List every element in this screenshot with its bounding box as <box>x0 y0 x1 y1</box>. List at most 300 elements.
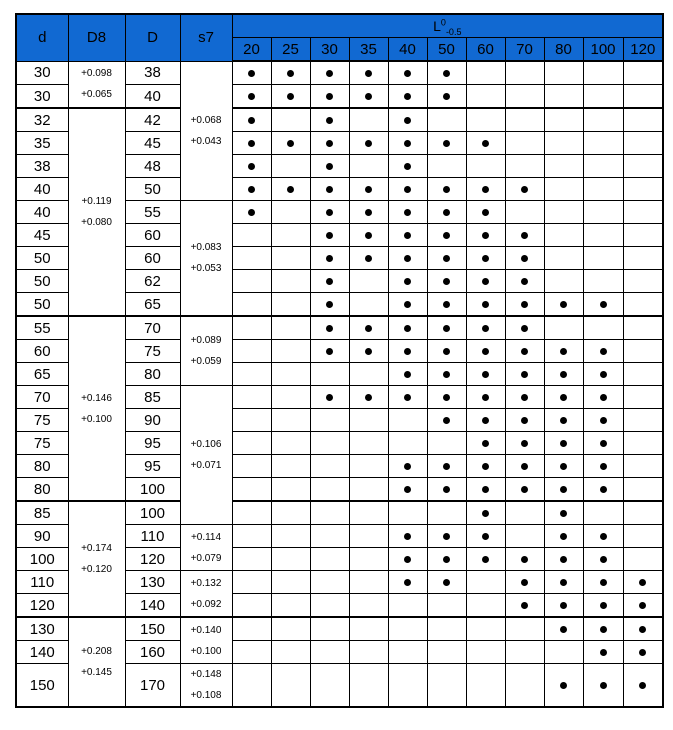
availability-cell <box>583 293 623 317</box>
dot-marker <box>600 533 607 540</box>
availability-cell <box>310 617 349 641</box>
availability-cell <box>544 108 583 132</box>
dot-marker <box>443 140 450 147</box>
availability-cell <box>583 455 623 478</box>
length-value: 50 <box>427 38 466 62</box>
availability-cell <box>505 386 544 409</box>
dot-marker <box>326 232 333 239</box>
availability-cell <box>583 247 623 270</box>
availability-cell <box>349 501 388 525</box>
availability-cell <box>466 363 505 386</box>
availability-cell <box>271 201 310 224</box>
length-symbol: L <box>433 18 441 34</box>
availability-cell <box>310 501 349 525</box>
availability-cell <box>349 664 388 708</box>
availability-cell <box>623 594 663 618</box>
availability-cell <box>310 201 349 224</box>
tolerance-upper: +0.148 <box>190 669 222 680</box>
d-value-cell: 30 <box>16 61 68 85</box>
availability-cell <box>505 340 544 363</box>
availability-cell <box>505 316 544 340</box>
availability-cell <box>349 85 388 109</box>
dot-marker <box>482 325 489 332</box>
D-value-cell: 70 <box>125 316 180 340</box>
tolerance-lower: +0.100 <box>190 645 222 657</box>
dot-marker <box>560 626 567 633</box>
availability-cell <box>232 501 271 525</box>
availability-cell <box>544 548 583 571</box>
dot-marker <box>365 325 372 332</box>
availability-cell <box>232 525 271 548</box>
availability-cell <box>388 548 427 571</box>
availability-cell <box>544 617 583 641</box>
availability-cell <box>544 61 583 85</box>
dot-marker <box>600 649 607 656</box>
dot-marker <box>560 486 567 493</box>
availability-cell <box>583 525 623 548</box>
dot-marker <box>600 463 607 470</box>
availability-cell <box>271 432 310 455</box>
D-value-cell: 60 <box>125 247 180 270</box>
d-value-cell: 120 <box>16 594 68 618</box>
availability-cell <box>310 316 349 340</box>
availability-cell <box>623 61 663 85</box>
availability-cell <box>623 455 663 478</box>
dot-marker <box>560 682 567 689</box>
availability-cell <box>388 386 427 409</box>
availability-cell <box>505 293 544 317</box>
availability-cell <box>232 571 271 594</box>
dot-marker <box>639 602 646 609</box>
availability-cell <box>427 571 466 594</box>
s7-tolerance-cell <box>180 386 232 525</box>
availability-cell <box>271 641 310 664</box>
dot-marker <box>443 209 450 216</box>
availability-cell <box>310 363 349 386</box>
dot-marker <box>560 463 567 470</box>
D-value-cell: 120 <box>125 548 180 571</box>
availability-cell <box>505 224 544 247</box>
dot-marker <box>443 93 450 100</box>
length-value: 80 <box>544 38 583 62</box>
dot-marker <box>482 278 489 285</box>
availability-cell <box>310 594 349 618</box>
availability-cell <box>427 132 466 155</box>
availability-cell <box>466 594 505 618</box>
availability-cell <box>544 478 583 502</box>
availability-cell <box>388 340 427 363</box>
availability-cell <box>544 664 583 708</box>
dot-marker <box>326 186 333 193</box>
availability-cell <box>466 201 505 224</box>
dot-marker <box>365 209 372 216</box>
D-value-cell: 150 <box>125 617 180 641</box>
availability-cell <box>388 108 427 132</box>
availability-cell <box>427 664 466 708</box>
availability-cell <box>271 316 310 340</box>
dot-marker <box>600 440 607 447</box>
availability-cell <box>232 201 271 224</box>
d-value-cell: 75 <box>16 409 68 432</box>
D-value-cell: 160 <box>125 641 180 664</box>
availability-cell <box>544 501 583 525</box>
availability-cell <box>310 178 349 201</box>
availability-cell <box>583 501 623 525</box>
dot-marker <box>600 348 607 355</box>
availability-cell <box>583 340 623 363</box>
tolerance-lower: +0.065 <box>81 89 112 101</box>
availability-cell <box>623 132 663 155</box>
availability-cell <box>544 316 583 340</box>
dot-marker <box>443 348 450 355</box>
dot-marker <box>443 463 450 470</box>
dot-marker <box>326 163 333 170</box>
dot-marker <box>326 394 333 401</box>
availability-cell <box>349 594 388 618</box>
D-value-cell: 45 <box>125 132 180 155</box>
dot-marker <box>521 579 528 586</box>
availability-cell <box>388 478 427 502</box>
availability-cell <box>427 247 466 270</box>
length-value: 35 <box>349 38 388 62</box>
availability-cell <box>623 224 663 247</box>
availability-cell <box>232 132 271 155</box>
availability-cell <box>427 409 466 432</box>
availability-cell <box>388 293 427 317</box>
dot-marker <box>560 510 567 517</box>
dot-marker <box>600 394 607 401</box>
availability-cell <box>232 594 271 618</box>
d8-tolerance-cell <box>68 108 125 316</box>
d-value-cell: 100 <box>16 548 68 571</box>
dot-marker <box>248 209 255 216</box>
availability-cell <box>466 525 505 548</box>
availability-cell <box>427 432 466 455</box>
availability-cell <box>466 617 505 641</box>
d8-tolerance-cell <box>68 61 125 108</box>
length-value: 70 <box>505 38 544 62</box>
dot-marker <box>404 301 411 308</box>
availability-cell <box>544 224 583 247</box>
availability-cell <box>583 641 623 664</box>
availability-cell <box>583 132 623 155</box>
D-value-cell: 60 <box>125 224 180 247</box>
availability-cell <box>623 617 663 641</box>
dot-marker <box>560 602 567 609</box>
availability-cell <box>310 571 349 594</box>
availability-cell <box>544 641 583 664</box>
D-value-cell: 85 <box>125 386 180 409</box>
availability-cell <box>466 386 505 409</box>
d-value-cell: 55 <box>16 316 68 340</box>
tolerance-lower: +0.092 <box>190 598 222 610</box>
dot-marker <box>482 533 489 540</box>
availability-cell <box>427 270 466 293</box>
availability-cell <box>349 155 388 178</box>
availability-cell <box>623 247 663 270</box>
availability-cell <box>232 340 271 363</box>
availability-cell <box>623 363 663 386</box>
availability-cell <box>427 478 466 502</box>
availability-cell <box>505 571 544 594</box>
availability-cell <box>232 386 271 409</box>
D-value-cell: 55 <box>125 201 180 224</box>
dot-marker <box>482 140 489 147</box>
availability-cell <box>271 617 310 641</box>
availability-cell <box>623 293 663 317</box>
availability-cell <box>349 363 388 386</box>
dot-marker <box>521 186 528 193</box>
tolerance-lower: +0.100 <box>81 413 112 425</box>
availability-cell <box>623 178 663 201</box>
availability-cell <box>505 155 544 178</box>
d-value-cell: 130 <box>16 617 68 641</box>
tolerance-lower: +0.080 <box>81 217 112 228</box>
tolerance-lower: +0.043 <box>190 135 222 147</box>
dot-marker <box>560 417 567 424</box>
dot-marker <box>248 140 255 147</box>
D-value-cell: 80 <box>125 363 180 386</box>
d-value-cell: 85 <box>16 501 68 525</box>
availability-cell <box>310 61 349 85</box>
availability-cell <box>505 525 544 548</box>
availability-cell <box>505 85 544 109</box>
availability-cell <box>505 455 544 478</box>
dot-marker <box>365 140 372 147</box>
dot-marker <box>482 371 489 378</box>
availability-cell <box>583 432 623 455</box>
availability-cell <box>349 224 388 247</box>
dot-marker <box>521 278 528 285</box>
dot-marker <box>404 163 411 170</box>
d-value-cell: 65 <box>16 363 68 386</box>
dot-marker <box>521 325 528 332</box>
availability-cell <box>466 548 505 571</box>
dot-marker <box>443 556 450 563</box>
d-value-cell: 75 <box>16 432 68 455</box>
availability-cell <box>232 664 271 708</box>
dot-marker <box>560 533 567 540</box>
d-value-cell: 50 <box>16 247 68 270</box>
availability-cell <box>544 247 583 270</box>
dot-marker <box>365 348 372 355</box>
dot-marker <box>482 255 489 262</box>
availability-cell <box>544 432 583 455</box>
availability-cell <box>271 478 310 502</box>
availability-cell <box>544 132 583 155</box>
availability-cell <box>466 224 505 247</box>
availability-cell <box>583 548 623 571</box>
availability-cell <box>466 108 505 132</box>
availability-cell <box>466 61 505 85</box>
length-value: 120 <box>623 38 663 62</box>
tolerance-upper: +0.068 <box>190 114 222 126</box>
dot-marker <box>521 417 528 424</box>
availability-cell <box>271 132 310 155</box>
availability-cell <box>232 293 271 317</box>
length-value: 30 <box>310 38 349 62</box>
availability-cell <box>310 432 349 455</box>
dot-marker <box>443 417 450 424</box>
availability-cell <box>388 594 427 618</box>
availability-cell <box>388 455 427 478</box>
table-row <box>16 501 663 525</box>
dot-marker <box>443 533 450 540</box>
s7-tolerance-cell <box>180 61 232 201</box>
availability-cell <box>466 247 505 270</box>
length-subscript: -0.5 <box>445 26 462 37</box>
dot-marker <box>404 463 411 470</box>
availability-cell <box>505 201 544 224</box>
dot-marker <box>521 255 528 262</box>
availability-cell <box>623 340 663 363</box>
availability-cell <box>466 340 505 363</box>
dot-marker <box>326 348 333 355</box>
availability-cell <box>271 61 310 85</box>
availability-cell <box>310 664 349 708</box>
availability-cell <box>427 61 466 85</box>
availability-cell <box>310 548 349 571</box>
dot-marker <box>248 163 255 170</box>
dot-marker <box>404 371 411 378</box>
availability-cell <box>583 316 623 340</box>
D-value-cell: 40 <box>125 85 180 109</box>
availability-cell <box>232 224 271 247</box>
availability-cell <box>466 641 505 664</box>
dot-marker <box>365 186 372 193</box>
availability-cell <box>427 155 466 178</box>
availability-cell <box>388 247 427 270</box>
availability-cell <box>623 501 663 525</box>
dot-marker <box>560 371 567 378</box>
availability-cell <box>623 478 663 502</box>
dot-marker <box>443 278 450 285</box>
dot-marker <box>326 93 333 100</box>
availability-cell <box>271 340 310 363</box>
availability-cell <box>505 247 544 270</box>
dot-marker <box>443 255 450 262</box>
d-value-cell: 38 <box>16 155 68 178</box>
availability-cell <box>466 455 505 478</box>
availability-cell <box>388 571 427 594</box>
D-value-cell: 62 <box>125 270 180 293</box>
availability-cell <box>310 386 349 409</box>
dot-marker <box>248 70 255 77</box>
availability-cell <box>388 270 427 293</box>
tolerance-lower: +0.053 <box>190 263 222 274</box>
dot-marker <box>560 440 567 447</box>
dot-marker <box>521 348 528 355</box>
availability-cell <box>271 525 310 548</box>
dot-marker <box>404 140 411 147</box>
availability-cell <box>271 386 310 409</box>
dot-marker <box>560 348 567 355</box>
availability-cell <box>505 178 544 201</box>
availability-cell <box>271 247 310 270</box>
availability-cell <box>544 293 583 317</box>
dot-marker <box>560 394 567 401</box>
availability-cell <box>623 85 663 109</box>
d-value-cell: 35 <box>16 132 68 155</box>
availability-cell <box>310 293 349 317</box>
availability-cell <box>271 178 310 201</box>
D-value-cell: 90 <box>125 409 180 432</box>
availability-cell <box>427 178 466 201</box>
dot-marker <box>365 232 372 239</box>
d-value-cell: 60 <box>16 340 68 363</box>
length-superscript: 0 <box>440 17 446 28</box>
availability-cell <box>349 617 388 641</box>
availability-cell <box>388 432 427 455</box>
dot-marker <box>287 70 294 77</box>
dot-marker <box>404 394 411 401</box>
dot-marker <box>326 301 333 308</box>
availability-cell <box>232 617 271 641</box>
length-value: 100 <box>583 38 623 62</box>
D-value-cell: 140 <box>125 594 180 618</box>
availability-cell <box>232 108 271 132</box>
availability-cell <box>388 85 427 109</box>
availability-cell <box>232 409 271 432</box>
availability-cell <box>466 409 505 432</box>
availability-cell <box>349 178 388 201</box>
d-value-cell: 40 <box>16 201 68 224</box>
availability-cell <box>271 293 310 317</box>
tolerance-lower: +0.071 <box>190 460 222 471</box>
dot-marker <box>404 325 411 332</box>
availability-cell <box>505 432 544 455</box>
availability-cell <box>544 455 583 478</box>
availability-cell <box>388 641 427 664</box>
availability-cell <box>583 664 623 708</box>
tolerance-upper: +0.114 <box>190 531 222 543</box>
dot-marker <box>365 93 372 100</box>
availability-cell <box>388 201 427 224</box>
availability-cell <box>349 201 388 224</box>
availability-cell <box>271 409 310 432</box>
dot-marker <box>404 533 411 540</box>
length-value: 25 <box>271 38 310 62</box>
availability-cell <box>505 664 544 708</box>
availability-cell <box>505 132 544 155</box>
availability-cell <box>388 617 427 641</box>
dot-marker <box>639 579 646 586</box>
availability-cell <box>544 85 583 109</box>
availability-cell <box>505 270 544 293</box>
d-value-cell: 50 <box>16 270 68 293</box>
d-value-cell: 40 <box>16 178 68 201</box>
dot-marker <box>482 510 489 517</box>
dot-marker <box>443 486 450 493</box>
availability-cell <box>544 571 583 594</box>
dot-marker <box>521 371 528 378</box>
availability-cell <box>505 501 544 525</box>
availability-cell <box>232 363 271 386</box>
D-value-cell: 95 <box>125 432 180 455</box>
length-value: 60 <box>466 38 505 62</box>
availability-cell <box>505 478 544 502</box>
s7-tolerance-cell <box>180 571 232 618</box>
D-value-cell: 130 <box>125 571 180 594</box>
availability-cell <box>349 316 388 340</box>
d-value-cell: 32 <box>16 108 68 132</box>
availability-cell <box>310 409 349 432</box>
availability-cell <box>388 363 427 386</box>
d-value-cell: 70 <box>16 386 68 409</box>
availability-cell <box>466 571 505 594</box>
availability-cell <box>232 432 271 455</box>
dot-marker <box>482 301 489 308</box>
